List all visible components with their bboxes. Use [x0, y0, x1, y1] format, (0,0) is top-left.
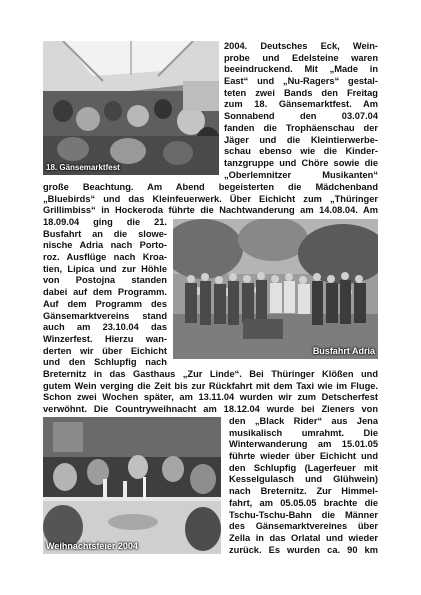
- christmas-photo-caption: Weihnachtsfeier 2004: [46, 541, 138, 551]
- text-line: den Schlupfig (Lagerfeuer mit: [229, 462, 378, 473]
- text-block-5: [229, 416, 378, 556]
- text-line: zurück. Es wurden ca. 90 km: [229, 544, 378, 555]
- text-line: derten wir über Eichicht: [43, 345, 167, 356]
- text-block-4: [43, 369, 378, 416]
- text-line: und den Schlupfig nach: [43, 357, 167, 368]
- text-line: nach Breternitz. Zur Himmel-: [229, 486, 378, 497]
- christmas-party-photo: [43, 417, 221, 554]
- text-line: tien, Lipica und zur Höhle: [43, 263, 167, 274]
- text-line: schau ebenso wie die Kinder-: [224, 146, 378, 157]
- text-line: führte wieder über Eichicht und: [229, 451, 378, 462]
- text-line: fahrt, am 05.05.05 brachte die: [229, 497, 378, 508]
- text-line: nische Adria nach Porto-: [43, 240, 167, 251]
- text-line: auch am 23.10.04 das: [43, 322, 167, 333]
- text-line: Winzerfest. Hierzu wan-: [43, 333, 167, 344]
- text-block-3: [43, 217, 167, 369]
- bus-trip-photo: [173, 219, 378, 359]
- text-line: verwöhnt. Die Countryweihnacht am 18.12.04 wurde bei Zieners von: [43, 404, 378, 415]
- text-line: gutem Wein verging die Zeit bis zur Rückfahrt mit dem Taxi wie im Fluge.: [43, 380, 378, 391]
- text-block-1: [224, 41, 378, 181]
- text-line: den „Black Rider“ aus Jena: [229, 416, 378, 426]
- text-line: 18.09.04 ging die 21.: [43, 217, 167, 227]
- text-line: große Beachtung. Am Abend begeisterten die Mädchenband: [43, 182, 378, 192]
- text-line: zum 18. Gänsemarktfest. Am: [224, 99, 378, 110]
- text-line: von Postojna standen: [43, 275, 167, 286]
- text-line: Tschu-Tschu-Bahn die Männer: [229, 509, 378, 520]
- market-photo-caption: 18. Gänsemarktfest: [46, 163, 120, 172]
- text-line: fanden die Trophäenschau der: [224, 122, 378, 133]
- text-line: Gänsemarktvereins stand: [43, 310, 167, 321]
- text-line: Zella in das Orlatal und wieder: [229, 532, 378, 543]
- text-line: „Oberlemnitzer Musikanten“: [224, 169, 378, 180]
- text-line: probe und Edelsteine waren: [224, 52, 378, 63]
- text-line: tanzgruppe und Chöre sowie die: [224, 157, 378, 168]
- text-line: musikalisch umrahmt. Die: [229, 427, 378, 438]
- text-line: Auf dem Programm des: [43, 298, 167, 309]
- text-line: teten zwei Bands den Freitag: [224, 87, 378, 98]
- text-line: „Bluebirds“ und das Kleinfeuerwerk. Über Eichicht zum „Thüringer: [43, 193, 378, 204]
- text-line: Schon zwei Wochen später, am 13.11.04 wurden wir zum Detscherfest: [43, 392, 378, 403]
- text-line: Busfahrt an die slowe-: [43, 228, 167, 239]
- text-line: 2004. Deutsches Eck, Wein-: [224, 41, 378, 51]
- text-line: roz. Ausflüge nach Kroa-: [43, 252, 167, 263]
- text-line: des Gänsemarktvereines über: [229, 521, 378, 532]
- text-line: dabei auf dem Programm.: [43, 287, 167, 298]
- text-block-2: [43, 182, 378, 217]
- text-line: beeindruckend. Mit „Made in: [224, 64, 378, 75]
- text-line: Sonnabend den 03.07.04: [224, 111, 378, 122]
- text-line: Kesselgulasch und Glühwein): [229, 474, 378, 485]
- text-line: Grillimbiss“ in Hockeroda führte die Nachtwanderung am 14.08.04. Am: [43, 205, 378, 216]
- text-line: East“ und „Nu-Ragers“ gestal-: [224, 76, 378, 87]
- text-line: Breternitz in das Gasthaus „Zur Linde“. Bei Thüringer Klößen und: [43, 369, 378, 379]
- text-line: Winterwanderung am 15.01.05: [229, 439, 378, 450]
- bus-trip-photo-caption: Busfahrt Adria: [312, 346, 375, 356]
- text-line: Jäger und die Kleintierwerbe-: [224, 134, 378, 145]
- market-festival-photo: [43, 41, 219, 175]
